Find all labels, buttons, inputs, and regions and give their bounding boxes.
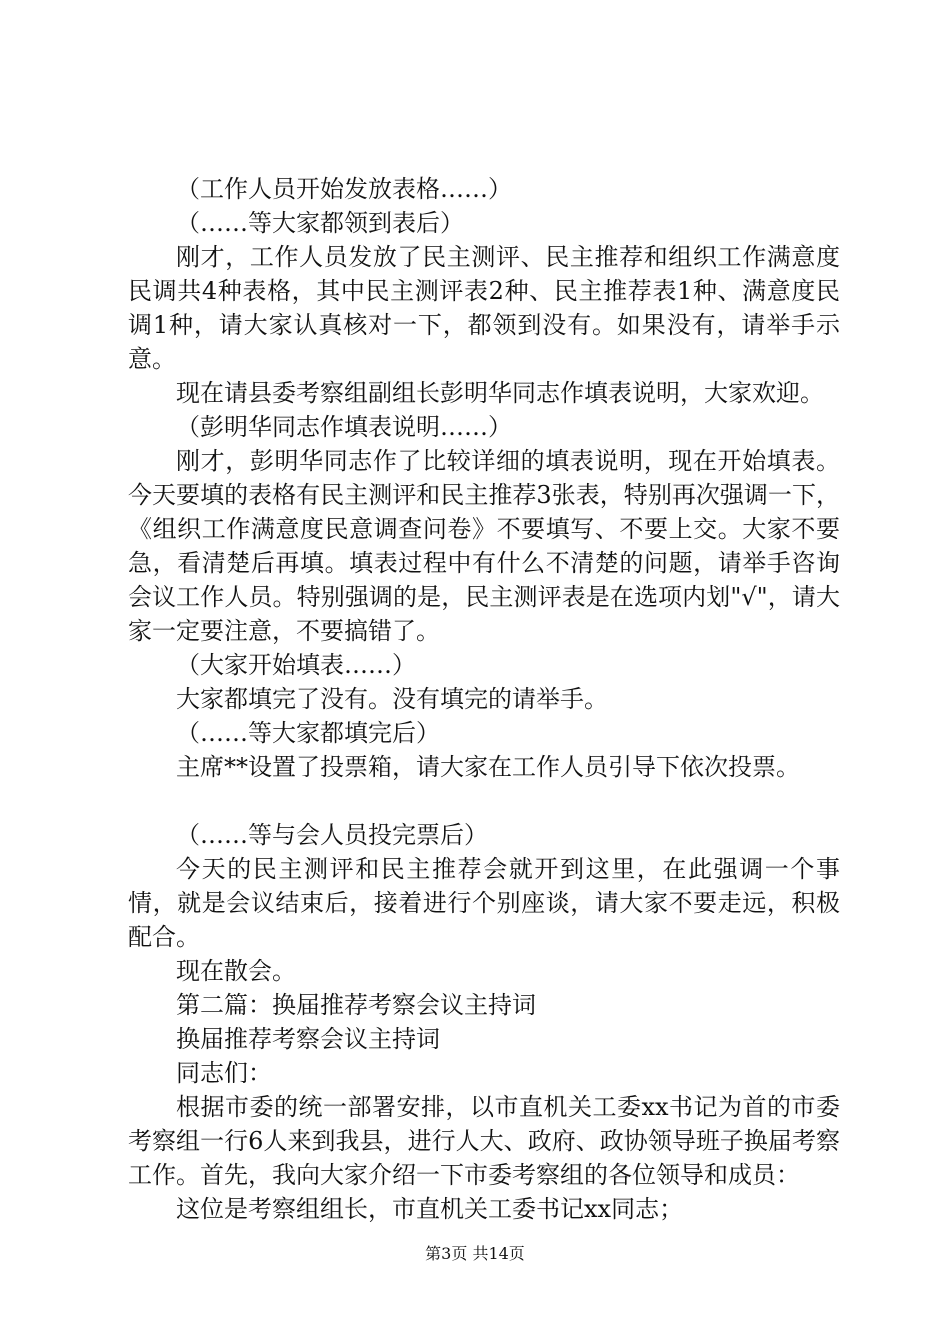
paragraph: （大家开始填表……） <box>176 651 416 679</box>
salutation: 同志们： <box>176 1059 272 1087</box>
paragraph: 这位是考察组组长，市直机关工委书记xx同志； <box>176 1195 684 1223</box>
page-number-footer: 第3页 共14页 <box>425 1244 525 1263</box>
paragraph: （工作人员开始发放表格……） <box>176 175 512 203</box>
document-body <box>128 172 840 1226</box>
paragraph: 现在请县委考察组副组长彭明华同志作填表说明，大家欢迎。 <box>176 379 824 407</box>
paragraph: （……等大家都填完后） <box>176 719 440 747</box>
paragraph: 刚才，彭明华同志作了比较详细的填表说明，现在开始填表。今天要填的表格有民主测评和民主推荐3张表，特别再次强调一下，《组织工作满意度民意调查问卷》不要填写、不要上交。大家不要急，看清楚后再填。填表过程中有什么不清楚的问题，请举手咨询会议工作人员。特别强调的是，民主测评表是在选项内划"√"，请大家一定要注意，不要搞错了。 <box>128 447 840 645</box>
paragraph: 刚才，工作人员发放了民主测评、民主推荐和组织工作满意度民调共4种表格，其中民主测评表2种、民主推荐表1种、满意度民调1种，请大家认真核对一下，都领到没有。如果没有，请举手示意。 <box>128 243 840 373</box>
paragraph: 根据市委的统一部署安排，以市直机关工委xx书记为首的市委考察组一行6人来到我县，进行人大、政府、政协领导班子换届考察工作。首先，我向大家介绍一下市委考察组的各位领导和成员： <box>128 1093 840 1189</box>
paragraph: （……等与会人员投完票后） <box>176 821 488 849</box>
paragraph: 今天的民主测评和民主推荐会就开到这里，在此强调一个事情，就是会议结束后，接着进行个别座谈，请大家不要走远，积极配合。 <box>128 855 840 951</box>
paragraph: （……等大家都领到表后） <box>176 209 464 237</box>
section-heading: 第二篇：换届推荐考察会议主持词 <box>176 991 536 1019</box>
paragraph: 大家都填完了没有。没有填完的请举手。 <box>176 685 608 713</box>
paragraph: 现在散会。 <box>176 957 296 985</box>
paragraph: 主席**设置了投票箱，请大家在工作人员引导下依次投票。 <box>176 753 800 781</box>
paragraph: （彭明华同志作填表说明……） <box>176 413 512 441</box>
section-title: 换届推荐考察会议主持词 <box>176 1025 440 1053</box>
